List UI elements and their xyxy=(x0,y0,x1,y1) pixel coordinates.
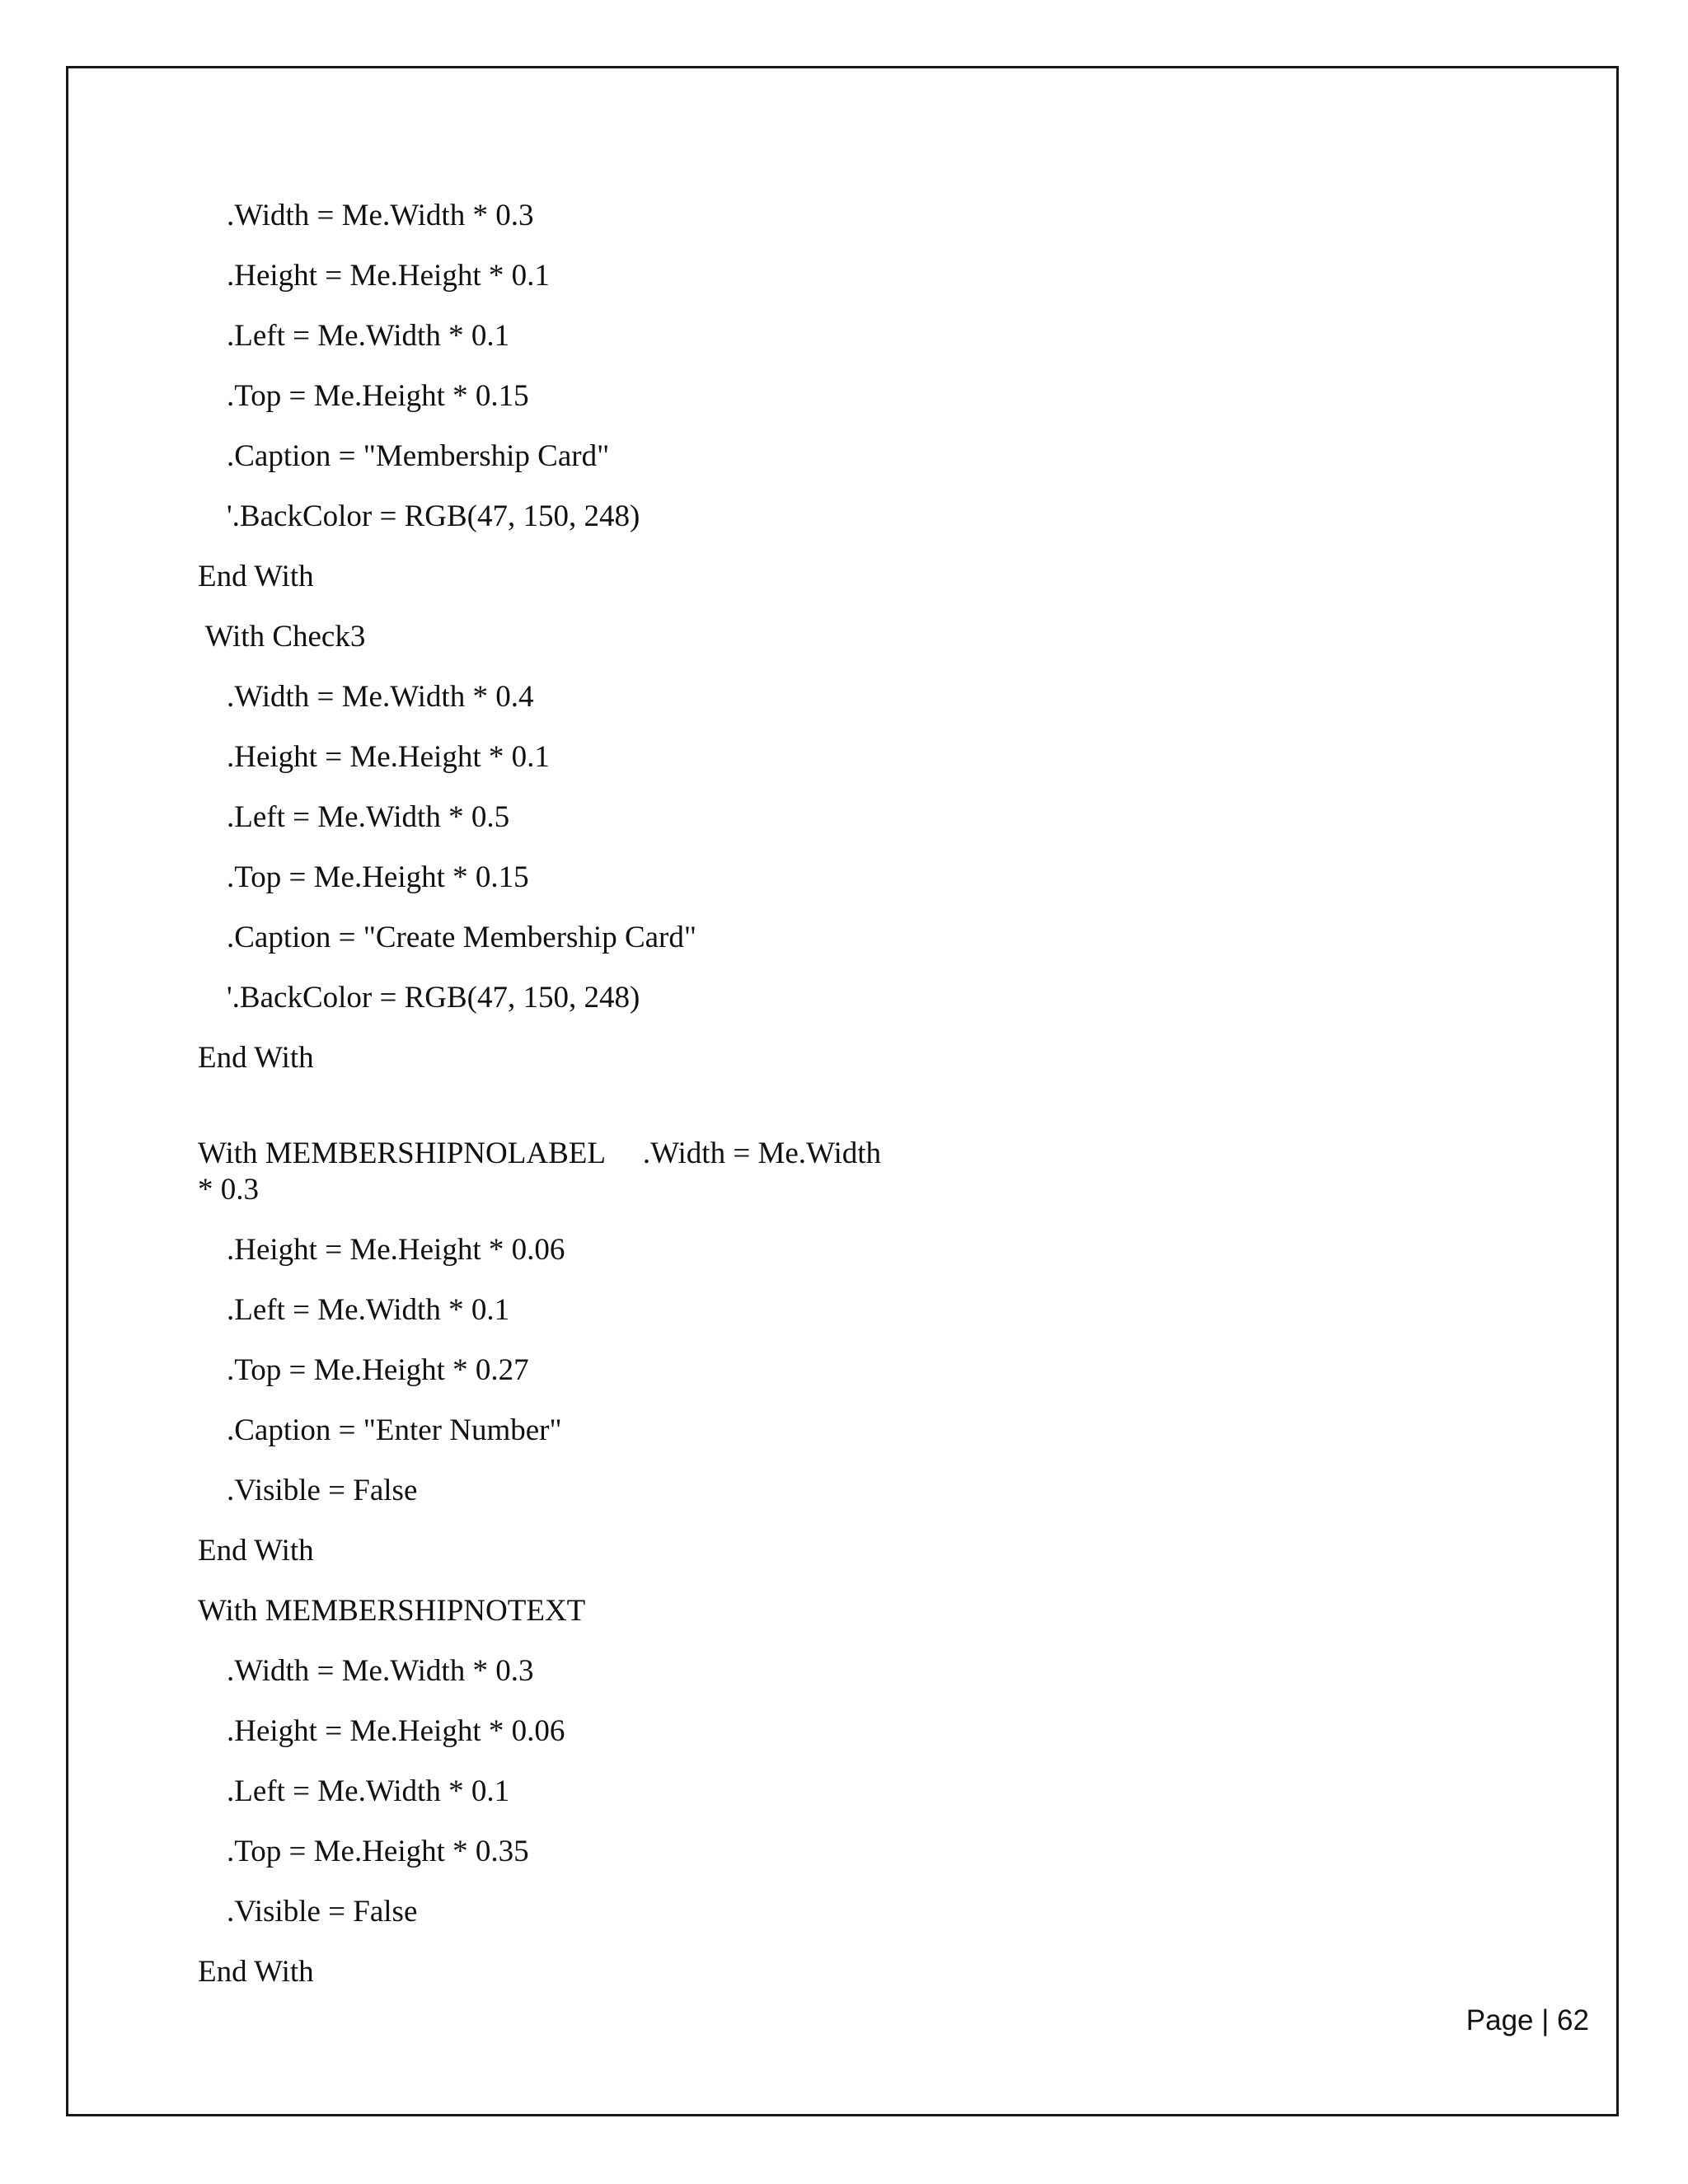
code-line: .Height = Me.Height * 0.1 xyxy=(227,740,550,774)
code-line: .Top = Me.Height * 0.35 xyxy=(227,1835,529,1868)
code-line: .Caption = "Membership Card" xyxy=(227,439,610,473)
code-line: .Visible = False xyxy=(227,1895,418,1929)
code-line: .Caption = "Create Membership Card" xyxy=(227,921,696,954)
code-line: .Width = Me.Width * 0.4 xyxy=(227,680,534,714)
code-line: .Height = Me.Height * 0.1 xyxy=(227,259,550,293)
code-line: .Top = Me.Height * 0.27 xyxy=(227,1353,529,1387)
code-line: With MEMBERSHIPNOTEXT xyxy=(198,1594,586,1628)
code-line: '.BackColor = RGB(47, 150, 248) xyxy=(227,981,640,1015)
code-line: .Width = Me.Width * 0.3 xyxy=(227,1654,534,1688)
code-line: .Visible = False xyxy=(227,1474,418,1507)
code-line: End With xyxy=(198,1534,314,1568)
code-line: .Height = Me.Height * 0.06 xyxy=(227,1714,565,1748)
code-line: .Height = Me.Height * 0.06 xyxy=(227,1233,565,1267)
code-line: .Width = Me.Width * 0.3 xyxy=(227,199,534,232)
code-line: .Left = Me.Width * 0.1 xyxy=(227,319,510,353)
code-line: * 0.3 xyxy=(198,1173,259,1207)
code-line: .Top = Me.Height * 0.15 xyxy=(227,860,529,894)
code-line: End With xyxy=(198,560,314,593)
code-line: .Left = Me.Width * 0.1 xyxy=(227,1774,510,1808)
code-line: End With xyxy=(198,1955,314,1989)
code-line: With Check3 xyxy=(198,620,366,654)
code-line: End With xyxy=(198,1041,314,1075)
code-line: .Caption = "Enter Number" xyxy=(227,1413,562,1447)
code-line: With MEMBERSHIPNOLABEL .Width = Me.Width xyxy=(198,1137,882,1170)
page-number: Page | 62 xyxy=(1465,2004,1589,2036)
code-line: .Left = Me.Width * 0.5 xyxy=(227,800,510,834)
code-line: .Left = Me.Width * 0.1 xyxy=(227,1293,510,1327)
code-line: .Top = Me.Height * 0.15 xyxy=(227,379,529,413)
code-line: '.BackColor = RGB(47, 150, 248) xyxy=(227,499,640,533)
